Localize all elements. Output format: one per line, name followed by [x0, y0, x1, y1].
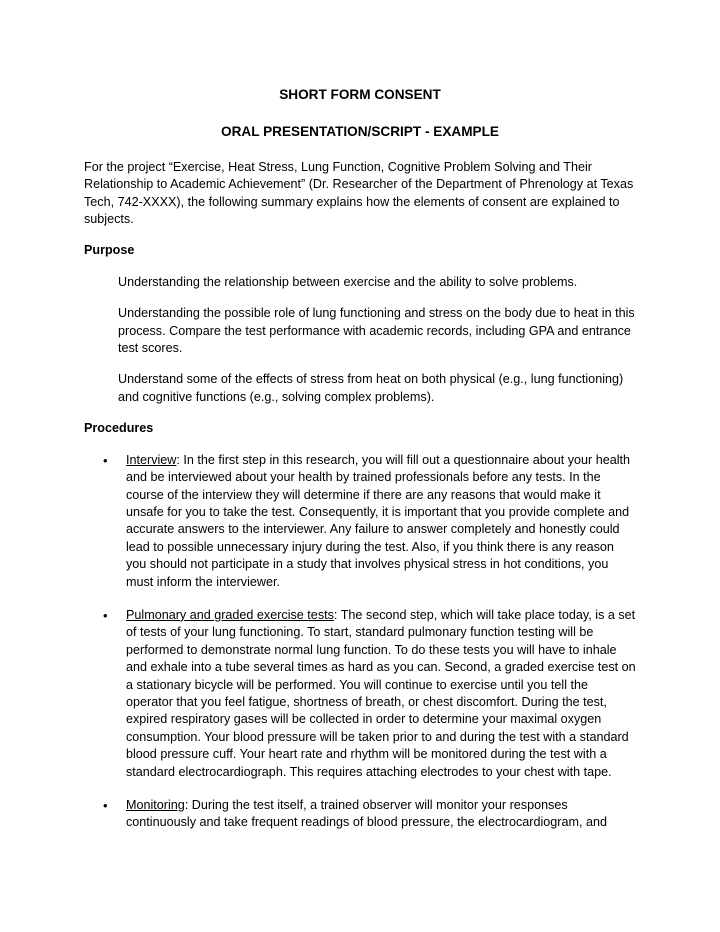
procedure-term: Interview	[126, 452, 177, 467]
procedures-list	[84, 452, 636, 832]
procedure-item	[84, 452, 636, 591]
procedure-item	[84, 607, 636, 781]
procedures-heading: Procedures	[84, 421, 154, 436]
purpose-section	[84, 242, 636, 406]
purpose-paragraph: Understanding the relationship between exercise and the ability to solve problems.	[118, 274, 578, 289]
procedure-term: Pulmonary and graded exercise tests	[126, 607, 334, 622]
bullet-icon: •	[103, 607, 108, 623]
document-title: SHORT FORM CONSENT	[279, 87, 441, 102]
document-subtitle: ORAL PRESENTATION/SCRIPT - EXAMPLE	[221, 124, 499, 140]
procedure-text: : During the test itself, a trained observer will monitor your responses continuously and take frequent readings of blood pressure, the electrocardiogram, and	[126, 798, 607, 830]
purpose-heading: Purpose	[84, 243, 135, 258]
procedure-term: Monitoring	[126, 798, 185, 812]
bullet-icon: •	[103, 798, 108, 813]
procedure-text: : In the first step in this research, you will fill out a questionnaire about your health and be interviewed about your health by trained professionals before any tests. In the course of the interview they will determine if there are any reasons that would make it unsafe for you to take the test. Consequently, it is important that you provide complete and accurate answers to the interviewer. Any failure to answer completely and honestly could lead to possible unnecessary injury during the test. Also, if you think there is any reason you should not participate in a study that involves physical stress in hot conditions, you must inform the interviewer.	[126, 452, 631, 589]
procedures-section	[84, 420, 636, 832]
bullet-icon: •	[103, 452, 108, 468]
purpose-paragraph: Understanding the possible role of lung functioning and stress on the body due to heat in this process. Compare the test performance with academic records, including GPA and entrance test scores.	[118, 306, 635, 356]
procedure-text: : The second step, which will take place today, is a set of tests of your lung functioning. To start, standard pulmonary function testing will be performed to demonstrate normal lung function. To do these tests you will have to inhale and exhale into a tube several times as hard as you can. Second, a graded exercise test on a stationary bicycle will be performed. You will continue to exercise until you tell the operator that you feel fatigue, shortness of breath, or chest discomfort. During the test, expired respiratory gases will be collected in order to determine your maximal oxygen consumption. Your blood pressure will be taken prior to and during the test with a standard blood pressure cuff. Your heart rate and rhythm will be monitored during the test with a standard electrocardiograph. This requires attaching electrodes to your chest with tape.	[126, 607, 636, 779]
purpose-paragraph: Understand some of the effects of stress from heat on both physical (e.g., lung functioning) and cognitive functions (e.g., solving complex problems).	[118, 372, 624, 404]
procedure-item	[84, 797, 636, 832]
intro-paragraph: For the project “Exercise, Heat Stress, Lung Function, Cognitive Problem Solving and Their Relationship to Academic Achievement” (Dr. Researcher of the Department of Phrenology at Texas Tech, 742-XXXX), the following summary explains how the elements of consent are explained to subjects.	[84, 159, 634, 227]
